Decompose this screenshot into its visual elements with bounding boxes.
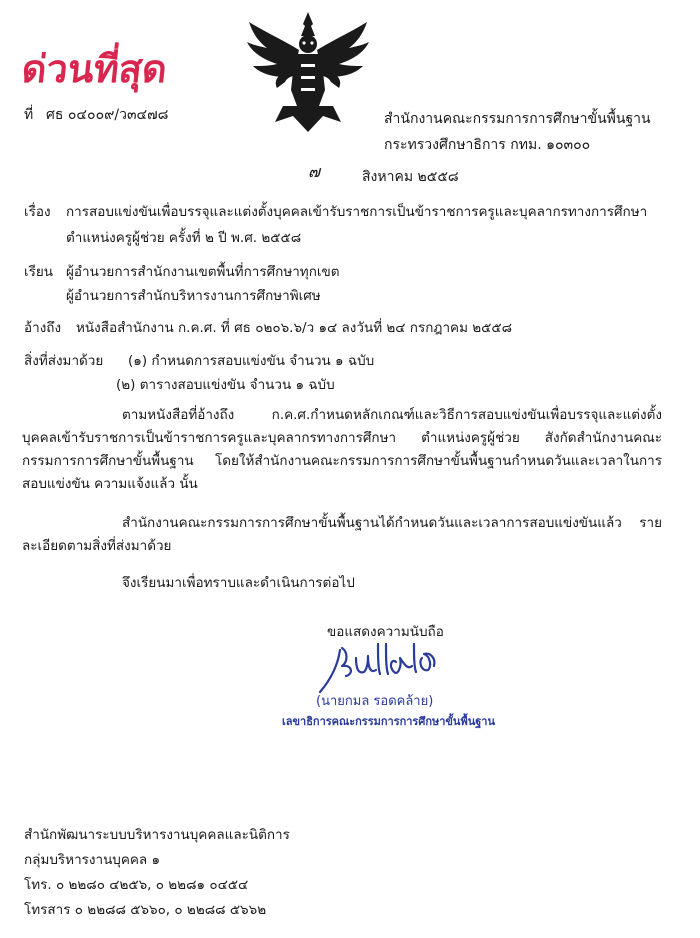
enclosure-item: (๑) กำหนดการสอบแข่งขัน จำนวน ๑ ฉบับ [128, 353, 375, 369]
body-paragraph-3: จึงเรียนมาเพื่อทราบและดำเนินการต่อไป [122, 575, 355, 591]
subject-label: เรื่อง [24, 204, 51, 220]
recipient-label: เรียน [24, 264, 54, 280]
reference-text: หนังสือสำนักงาน ก.ค.ศ. ที่ ศธ ๐๒๐๖.๖/ว ๑๔ ลงวันที่ ๒๔ กรกฎาคม ๒๕๕๘ [76, 320, 513, 336]
enclosure-item: (๒) ตารางสอบแข่งขัน จำนวน ๑ ฉบับ [116, 377, 335, 393]
date-day: ๗ [308, 162, 321, 181]
recipient-line-2: ผู้อำนวยการสำนักบริหารงานการศึกษาพิเศษ [66, 288, 321, 304]
subject-line-1: การสอบแข่งขันเพื่อบรรจุและแต่งตั้งบุคคลเข้ารับราชการเป็นข้าราชการครูและบุคลากรทางการศึกษา [66, 204, 648, 220]
date-month-year: สิงหาคม ๒๕๕๘ [362, 169, 459, 185]
doc-number: ศธ ๐๔๐๐๙/ว๓๔๗๘ [46, 107, 169, 123]
enclosures-label: สิ่งที่ส่งมาด้วย [24, 353, 104, 369]
recipient-line-1: ผู้อำนวยการสำนักงานเขตพื้นที่การศึกษาทุกเขต [66, 264, 340, 280]
reference-label: อ้างถึง [24, 320, 62, 336]
subject-line-2: ตำแหน่งครูผู้ช่วย ครั้งที่ ๒ ปี พ.ศ. ๒๕๕๘ [66, 230, 302, 246]
footer-group: กลุ่มบริหารงานบุคคล ๑ [24, 852, 161, 868]
footer-phone: โทร. ๐ ๒๒๘๐ ๔๒๕๖, ๐ ๒๒๘๑ ๐๔๕๔ [24, 877, 249, 893]
body-paragraph-1: ตามหนังสือที่อ้างถึง ก.ค.ศ.กำหนดหลักเกณฑ์และวิธีการสอบแข่งขันเพื่อบรรจุและแต่งตั้งบุคคลเข้ารับราชการเป็นข้าราชการครูและบุคลากรทางการศึกษา ตำแหน่งครูผู้ช่วย สังกัดสำนักงานคณะกรรมการการศึกษาขั้นพื้นฐาน โดยให้สำนักงานคณะกรรมการการศึกษาขั้นพื้นฐานกำหนดวันและเวลาในการสอบแข่งขัน ความแจ้งแล้ว นั้น [22, 407, 662, 492]
signer-name: (นายกมล รอดคล้าย) [316, 694, 434, 709]
footer-fax: โทรสาร ๐ ๒๒๘๘ ๕๖๖๐, ๐ ๒๒๘๘ ๕๖๖๒ [24, 902, 267, 918]
garuda-emblem-icon [243, 10, 373, 138]
closing: ขอแสดงความนับถือ [327, 624, 444, 640]
doc-number-label: ที่ [24, 107, 34, 123]
handwritten-signature [312, 636, 452, 696]
agency-name: สำนักงานคณะกรรมการการศึกษาขั้นพื้นฐาน [384, 111, 651, 127]
body-paragraph-2: สำนักงานคณะกรรมการการศึกษาขั้นพื้นฐานได้กำหนดวันและเวลาการสอบแข่งขันแล้ว รายละเอียดตามสิ่งที่ส่งมาด้วย [22, 515, 662, 554]
agency-address: กระทรวงศึกษาธิการ กทม. ๑๐๓๐๐ [384, 137, 591, 153]
signer-title: เลขาธิการคณะกรรมการการศึกษาขั้นพื้นฐาน [282, 715, 495, 728]
footer-office: สำนักพัฒนาระบบบริหารงานบุคคลและนิติการ [24, 827, 290, 843]
urgency-stamp: ด่วนที่สุด [19, 47, 170, 91]
